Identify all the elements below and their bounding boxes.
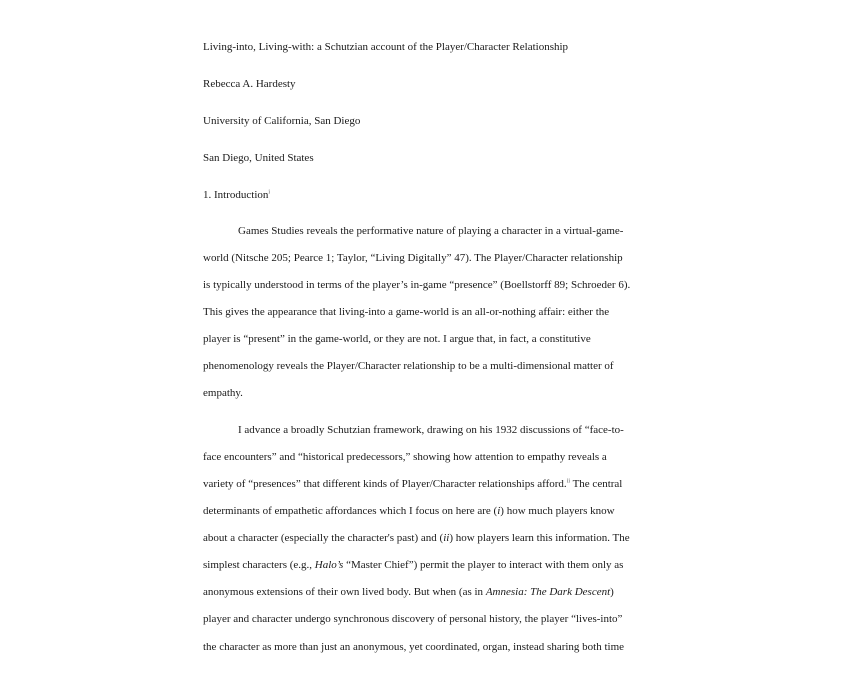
paragraph-line bbox=[203, 531, 630, 545]
section-heading bbox=[203, 188, 270, 202]
text-run: ) how players learn this information. The bbox=[449, 532, 630, 544]
text-run: “Master Chief”) permit the player to interact with them only as bbox=[343, 559, 624, 571]
text-run: simplest characters (e.g., bbox=[203, 559, 315, 571]
italic-run: Amnesia: The Dark Descent bbox=[485, 586, 611, 598]
text-run: The central bbox=[570, 478, 623, 490]
italic-run: ii bbox=[443, 532, 450, 544]
paragraph-line: I advance a broadly Schutzian framework, drawing on his 1932 discussions of “face-to- bbox=[238, 424, 624, 436]
text-run: anonymous extensions of their own lived body. But when (as in bbox=[203, 586, 486, 598]
footnote-marker: i bbox=[268, 189, 271, 196]
text-run: determinants of empathetic affordances which I focus on here are ( bbox=[203, 505, 498, 517]
paper-title: Living-into, Living-with: a Schutzian account of the Player/Character Relationship bbox=[203, 41, 569, 53]
italic-run: i bbox=[497, 505, 501, 517]
paragraph-line: Games Studies reveals the performative nature of playing a character in a virtual-game- bbox=[238, 225, 624, 237]
section-heading-text: 1. Introduction bbox=[203, 189, 269, 201]
text-run: variety of “presences” that different kinds of Player/Character relationships afford. bbox=[203, 478, 567, 490]
paragraph-line: is typically understood in terms of the player’s in-game “presence” (Boellstorff 89; Schroeder 6). bbox=[203, 279, 631, 291]
paragraph-line: player and character undergo synchronous discovery of personal history, the player “lives-into” bbox=[203, 613, 623, 625]
paragraph-line: This gives the appearance that living-into a game-world is an all-or-nothing affair: either the bbox=[203, 306, 610, 318]
paragraph-line bbox=[203, 558, 623, 572]
text-run: ) how much players know bbox=[500, 505, 615, 517]
paragraph-line: face encounters” and “historical predecessors,” showing how attention to empathy reveals a bbox=[203, 451, 607, 463]
paragraph-line bbox=[203, 504, 615, 518]
text-run: ) bbox=[610, 586, 614, 598]
paragraph-line: the character as more than just an anonymous, yet coordinated, organ, instead sharing both time bbox=[203, 641, 625, 653]
italic-run: Halo’s bbox=[314, 559, 344, 571]
author-location: San Diego, United States bbox=[203, 152, 314, 164]
paragraph-line: player is “present” in the game-world, or they are not. I argue that, in fact, a constitutive bbox=[203, 333, 591, 345]
text-run: about a character (especially the character's past) and ( bbox=[203, 532, 444, 544]
paragraph-line bbox=[203, 477, 622, 491]
footnote-marker: ii bbox=[566, 478, 571, 485]
paragraph-line: phenomenology reveals the Player/Character relationship to be a multi-dimensional matter of bbox=[203, 360, 614, 372]
author-affiliation: University of California, San Diego bbox=[203, 115, 361, 127]
paragraph-line: world (Nitsche 205; Pearce 1; Taylor, “Living Digitally” 47). The Player/Character relationship bbox=[203, 252, 623, 264]
author-name: Rebecca A. Hardesty bbox=[203, 78, 296, 90]
paragraph-line: empathy. bbox=[203, 387, 243, 399]
paragraph-line bbox=[203, 585, 614, 599]
